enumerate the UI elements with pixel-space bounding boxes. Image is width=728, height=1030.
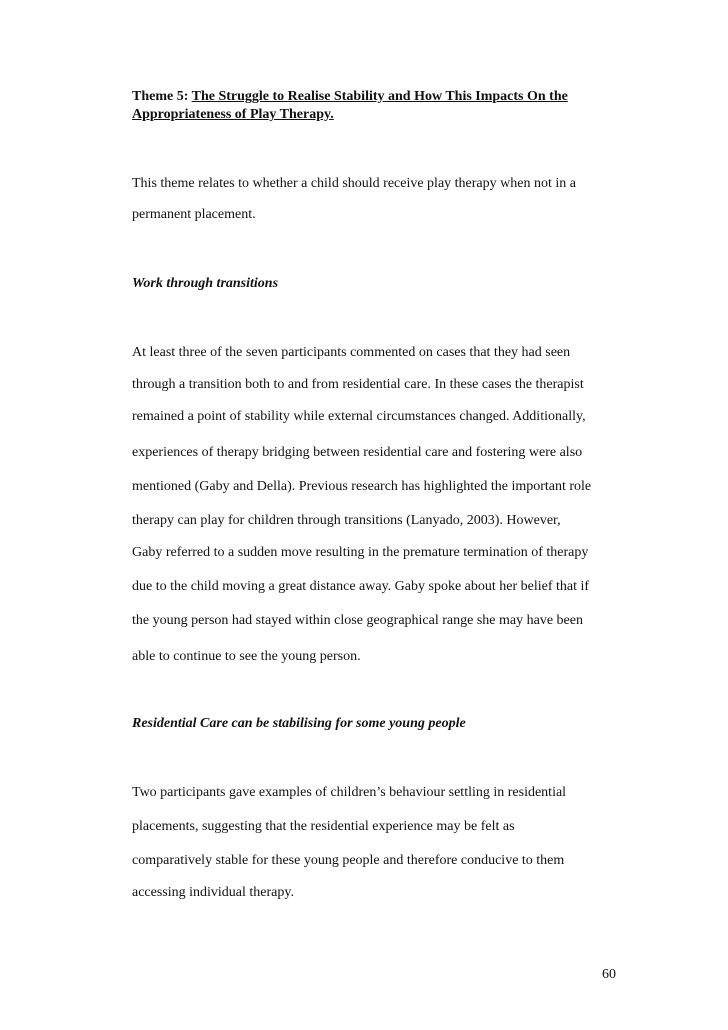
page-number: 60: [602, 967, 616, 982]
paragraph-line: accessing individual therapy.: [132, 885, 294, 900]
paragraph-line: comparatively stable for these young people and therefore conducive to them: [132, 853, 565, 868]
paragraph-line: experiences of therapy bridging between residential care and fostering were also: [132, 445, 583, 460]
section-heading-transitions: Work through transitions: [132, 276, 279, 291]
paragraph-line: At least three of the seven participants commented on cases that they had seen: [132, 345, 571, 360]
paragraph-line: able to continue to see the young person.: [132, 649, 361, 664]
paragraph-line: Two participants gave examples of children’s behaviour settling in residential: [132, 785, 567, 800]
theme-title-line-1: The Struggle to Realise Stability and How This Impacts On the: [191, 89, 568, 104]
section-heading-residential-care: Residential Care can be stabilising for some young people: [132, 716, 466, 731]
paragraph-line: mentioned (Gaby and Della). Previous research has highlighted the important role: [132, 479, 592, 494]
paragraph-line: Gaby referred to a sudden move resulting in the premature termination of therapy: [132, 545, 589, 560]
theme-title: [132, 88, 622, 124]
paragraph-line: placements, suggesting that the residential experience may be felt as: [132, 819, 515, 834]
paragraph-line: the young person had stayed within close geographical range she may have been: [132, 613, 583, 628]
theme-title-prefix: Theme 5:: [132, 89, 192, 104]
intro-line: This theme relates to whether a child should receive play therapy when not in a: [132, 176, 576, 191]
intro-line: permanent placement.: [132, 207, 256, 222]
paragraph-line: remained a point of stability while external circumstances changed. Additionally,: [132, 409, 586, 424]
paragraph-line: due to the child moving a great distance away. Gaby spoke about her belief that if: [132, 579, 590, 594]
theme-title-line-2: Appropriateness of Play Therapy.: [132, 107, 334, 122]
paragraph-line: through a transition both to and from residential care. In these cases the therapist: [132, 377, 584, 392]
paragraph-line: therapy can play for children through transitions (Lanyado, 2003). However,: [132, 513, 561, 528]
